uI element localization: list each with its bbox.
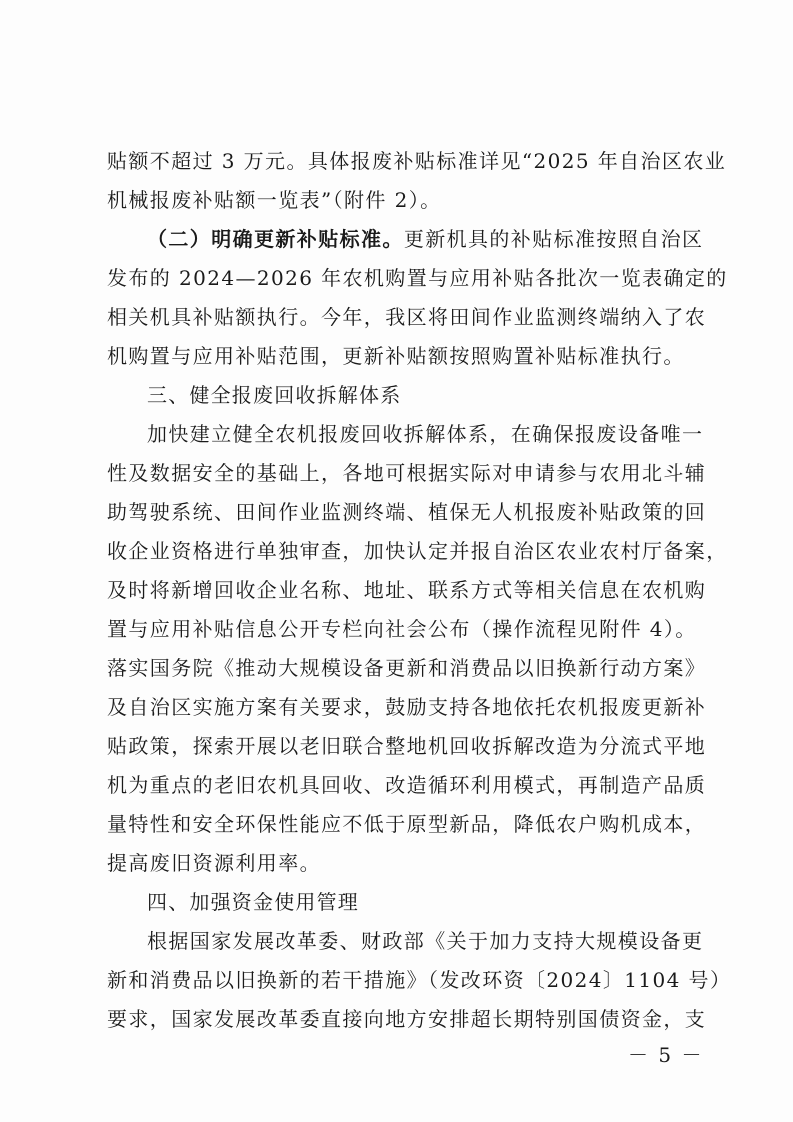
body-line-18: 量特性和安全环保性能应不低于原型新品，降低农户购机成本， bbox=[107, 812, 707, 836]
body-line-8: 加快建立健全农机报废回收拆解体系，在确保报废设备唯一 bbox=[147, 422, 704, 446]
body-line-12: 及时将新增回收企业名称、地址、联系方式等相关信息在农机购 bbox=[107, 578, 707, 602]
body-line-13: 置与应用补贴信息公开专栏向社会公布（操作流程见附件 4）。 bbox=[107, 617, 697, 641]
body-line-4: 发布的 2024—2026 年农机购置与应用补贴各批次一览表确定的 bbox=[107, 266, 728, 290]
page-number: － 5 － bbox=[628, 1043, 704, 1067]
body-line-15: 及自治区实施方案有关要求，鼓励支持各地依托农机报废更新补 bbox=[107, 695, 707, 719]
body-line-17: 机为重点的老旧农机具回收、改造循环利用模式，再制造产品质 bbox=[107, 773, 707, 797]
body-line-1: 贴额不超过 3 万元。具体报废补贴标准详见“2025 年自治区农业 bbox=[107, 149, 727, 173]
body-line-22: 新和消费品以旧换新的若干措施》（发改环资〔2024〕1104 号） bbox=[107, 968, 732, 992]
body-line-16: 贴政策，探索开展以老旧联合整地机回收拆解改造为分流式平地 bbox=[107, 734, 707, 758]
body-line-19: 提高废旧资源利用率。 bbox=[107, 851, 321, 875]
body-line-10: 助驾驶系统、田间作业监测终端、植保无人机报废补贴政策的回 bbox=[107, 500, 707, 524]
subsection-text: 更新机具的补贴标准按照自治区 bbox=[403, 227, 704, 251]
body-line-5: 相关机具补贴额执行。今年，我区将田间作业监测终端纳入了农 bbox=[107, 305, 707, 329]
body-line-21: 根据国家发展改革委、财政部《关于加力支持大规模设备更 bbox=[147, 929, 704, 953]
body-line-6: 机购置与应用补贴范围，更新补贴额按照购置补贴标准执行。 bbox=[107, 344, 685, 368]
subheading-2: （二）明确更新补贴标准。 bbox=[147, 227, 404, 251]
body-line-11: 收企业资格进行单独审查，加快认定并报自治区农业农村厅备案， bbox=[107, 539, 728, 563]
subsection-line bbox=[147, 227, 704, 251]
body-line-2: 机械报废补贴额一览表”（附件 2）。 bbox=[107, 188, 442, 212]
section-heading-3: 三、健全报废回收拆解体系 bbox=[147, 383, 402, 407]
body-line-14: 落实国务院《推动大规模设备更新和消费品以旧换新行动方案》 bbox=[107, 656, 707, 680]
body-line-9: 性及数据安全的基础上，各地可根据实际对申请参与农用北斗辅 bbox=[107, 461, 707, 485]
section-heading-4: 四、加强资金使用管理 bbox=[147, 890, 359, 914]
body-line-23: 要求，国家发展改革委直接向地方安排超长期特别国债资金，支 bbox=[107, 1007, 707, 1031]
